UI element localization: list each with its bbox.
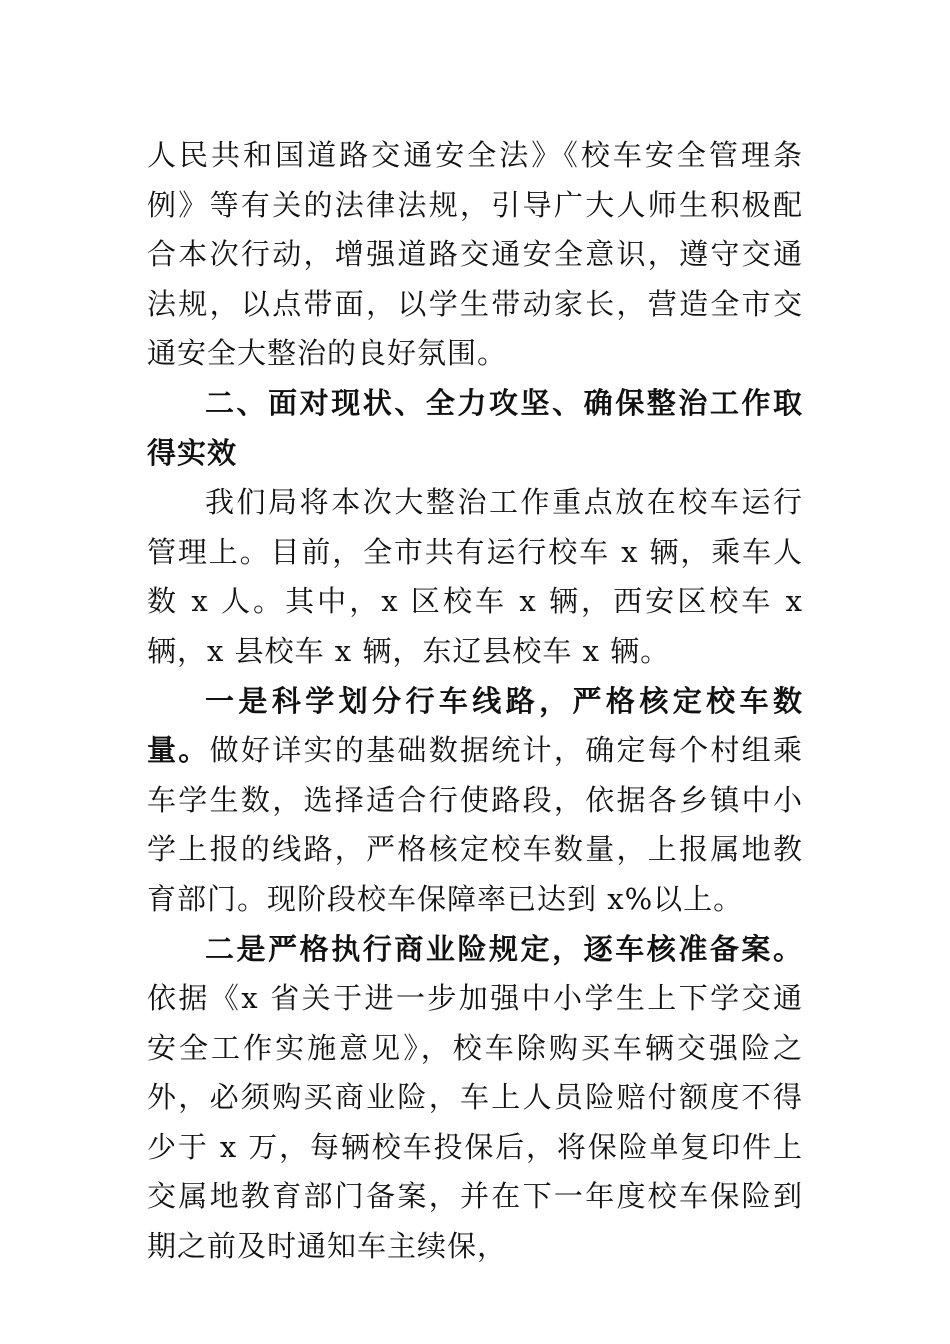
point-2-lead: 二是严格执行商业险规定，逐车核准备案。 (205, 931, 803, 966)
paragraph-status: 我们局将本次大整治工作重点放在校车运行管理上。目前，全市共有运行校车 x 辆，乘车人数 x 人。其中，x 区校车 x 辆，西安区校车 x 辆，x 县校车 x 辆，东辽县校车 x 辆。 (147, 485, 803, 668)
paragraph-point-2 (147, 925, 803, 1272)
paragraph-intro: 人民共和国道路交通安全法》《校车安全管理条例》等有关的法律法规，引导广大人师生积极配合本次行动，增强道路交通安全意识，遵守交通法规，以点带面，以学生带动家长，营造全市交通安全大整治的良好氛围。 (147, 138, 803, 371)
point-2-body: 依据《x 省关于进一步加强中小学生上下学交通安全工作实施意见》，校车除购买车辆交强险之外，必须购买商业险，车上人员险赔付额度不得少于 x 万，每辆校车投保后，将保险单复印件上交属地教育部门备案，并在下一年度校车保险到期之前及时通知车主续保， (147, 981, 803, 1264)
paragraph-point-1 (147, 677, 803, 925)
point-1-body: 做好详实的基础数据统计，确定每个村组乘车学生数，选择适合行使路段，依据各乡镇中小学上报的线路，严格核定校车数量，上报属地教育部门。现阶段校车保障率已达到 x%以上。 (147, 733, 803, 916)
document-body (147, 131, 803, 1272)
section-heading-2: 二、面对现状、全力攻坚、确保整治工作取得实效 (147, 385, 803, 470)
point-1-lead: 一是科学划分行车线路，严格核定校车数量。 (147, 683, 803, 768)
